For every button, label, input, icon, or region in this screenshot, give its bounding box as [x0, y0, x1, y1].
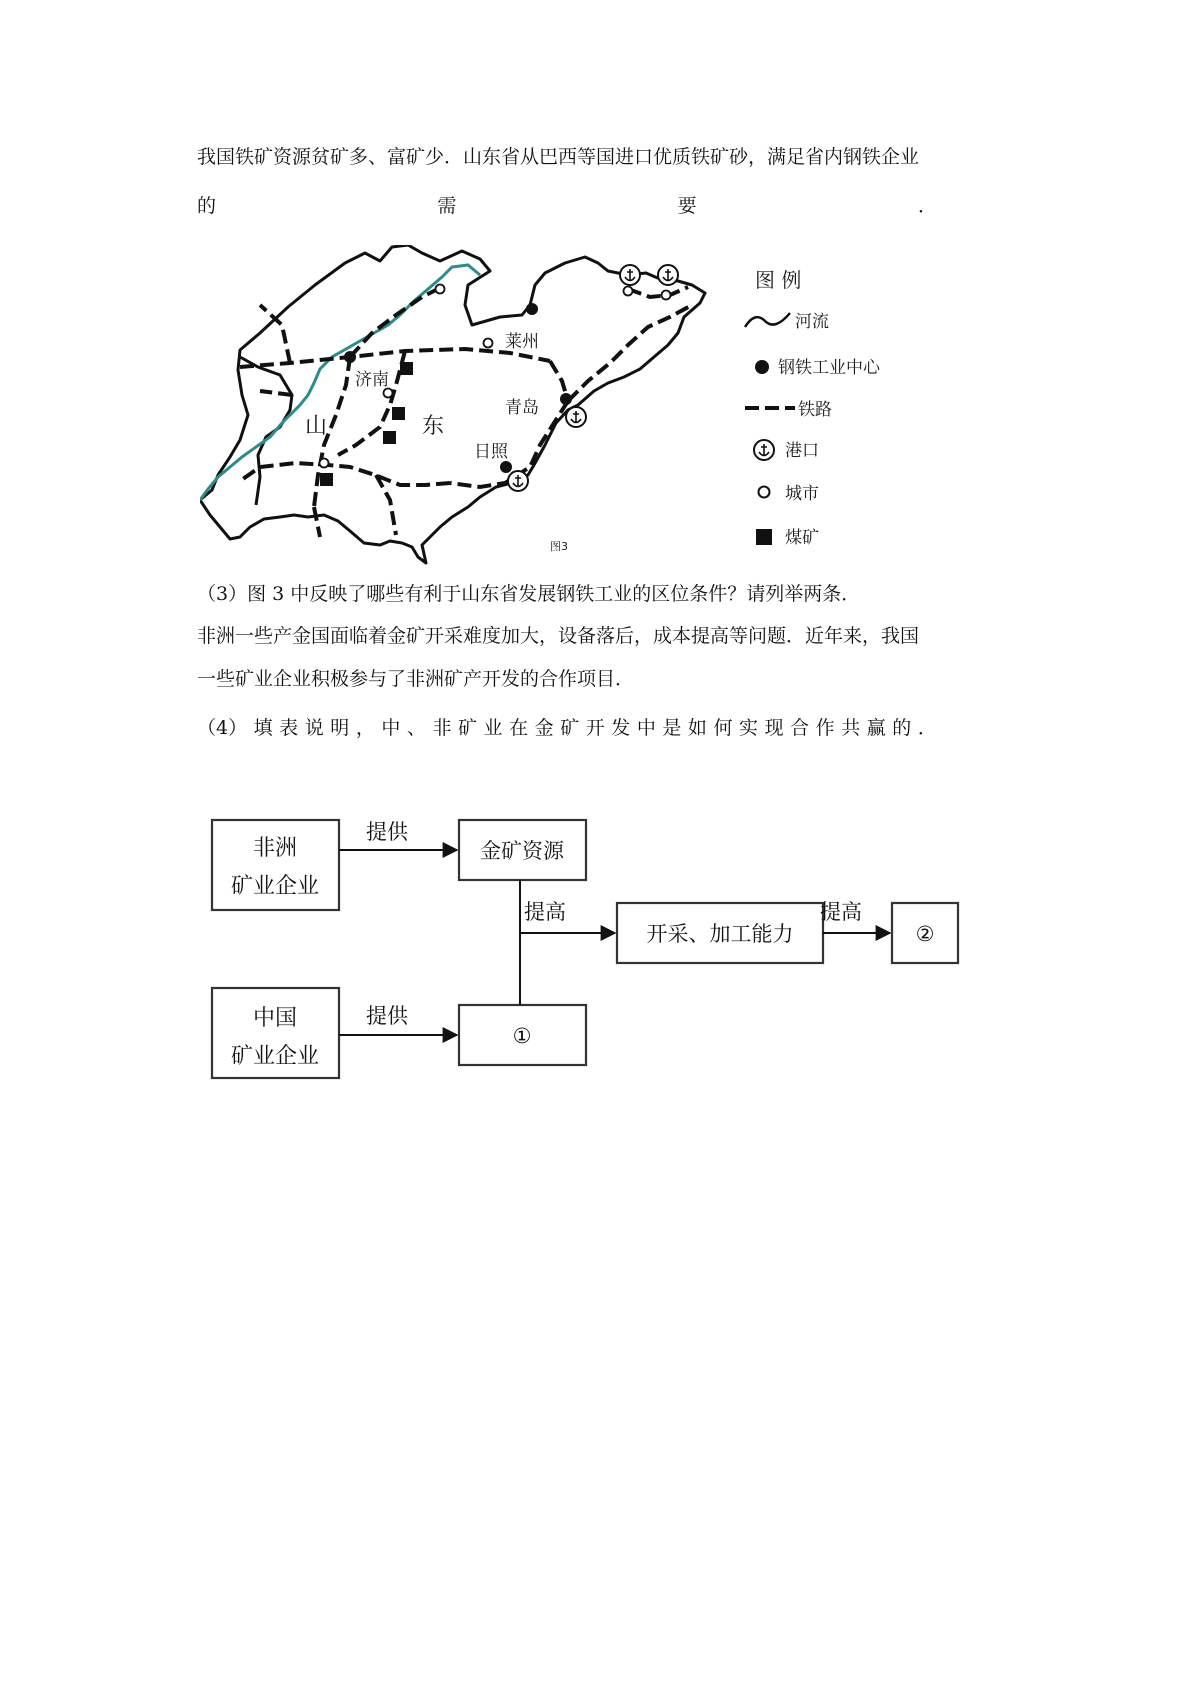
map-caption: 图3	[550, 540, 568, 553]
q4-char: 作	[815, 717, 835, 739]
q4-char: 开	[585, 717, 605, 739]
city-dot	[662, 291, 671, 300]
city-label-qingdao: 青岛	[505, 398, 539, 418]
provide-label-top: 提供	[366, 820, 408, 844]
steel-center-dot	[560, 393, 572, 405]
q4-char: （4）	[197, 717, 248, 739]
city-dot	[484, 339, 493, 348]
q4-char: 矿	[458, 717, 478, 739]
improve-label-1: 提高	[524, 900, 566, 924]
q4-char: 合	[790, 717, 810, 739]
answer-1-label: ①	[512, 1024, 532, 1048]
legend-coal-icon	[756, 529, 772, 545]
q4-char: 在	[509, 717, 529, 739]
intro-line-1: 我国铁矿资源贫矿多、富矿少．山东省从巴西等国进口优质铁矿砂，满足省内钢铁企业	[197, 146, 920, 168]
legend-river-label: 河流	[795, 312, 829, 332]
q4-char: 发	[611, 717, 631, 739]
gold-resource-label: 金矿资源	[480, 839, 564, 863]
port-icon	[620, 265, 640, 285]
china-label-line-1: 中国	[252, 1006, 298, 1031]
coal-mine-square	[320, 473, 333, 486]
city-label-jinan: 济南	[355, 370, 389, 390]
province-inner-border	[240, 357, 292, 505]
port-icon	[566, 407, 586, 427]
coal-mine-square	[383, 431, 396, 444]
q4-char: 何	[713, 717, 733, 739]
africa-line-2: 一些矿业企业积极参与了非洲矿产开发的合作项目．	[197, 668, 635, 690]
steel-center-dot	[526, 303, 538, 315]
q4-char: 矿	[560, 717, 580, 739]
improve-label-2: 提高	[820, 900, 862, 924]
city-label-laizhou: 莱州	[505, 332, 539, 352]
intro-line-2	[197, 191, 937, 218]
legend-port-label: 港口	[785, 441, 819, 461]
q4-char: 如	[687, 717, 707, 739]
intro-char: 要	[677, 195, 697, 217]
q4-char: 、	[406, 717, 426, 739]
intro-char: ．	[917, 195, 937, 217]
q4-char: 共	[841, 717, 861, 739]
port-icon	[658, 265, 678, 285]
q4-char: 赢	[866, 717, 886, 739]
legend-railway-label: 铁路	[798, 400, 832, 420]
africa-label-line-1: 非洲	[252, 836, 298, 861]
map-region-char-shan: 山	[305, 414, 328, 439]
q4-char: 的	[892, 717, 912, 739]
cooperation-flowchart	[200, 805, 960, 1095]
q4-char: 业	[483, 717, 503, 739]
legend-title: 图 例	[755, 268, 802, 292]
map-region-char-dong: 东	[422, 414, 445, 439]
q4-char: 现	[764, 717, 784, 739]
q4-char: 中	[636, 717, 656, 739]
capacity-label: 开采、加工能力	[646, 922, 794, 946]
q4-char: 中	[381, 717, 401, 739]
africa-label-line-2: 矿业企业	[230, 874, 320, 899]
q4-char: 金	[534, 717, 554, 739]
q4-char: 是	[662, 717, 682, 739]
coal-mine-square	[400, 362, 413, 375]
legend-steel-icon	[755, 360, 769, 374]
intro-char: 的	[197, 195, 217, 217]
question-4	[197, 713, 937, 740]
legend-coal-label: 煤矿	[785, 528, 819, 548]
shandong-map	[200, 245, 880, 575]
q4-char: 非	[432, 717, 452, 739]
africa-line-1: 非洲一些产金国面临着金矿开采难度加大，设备落后，成本提高等问题．近年来，我国	[197, 625, 920, 647]
city-label-rizhao: 日照	[474, 442, 508, 462]
city-dot	[624, 287, 633, 296]
legend-steel-label: 钢铁工业中心	[778, 358, 880, 378]
q4-char: 说	[304, 717, 324, 739]
legend-city-label: 城市	[785, 484, 819, 504]
steel-center-dot	[344, 351, 356, 363]
q4-char: 表	[279, 717, 299, 739]
legend-port-icon	[754, 440, 774, 460]
legend-city-icon	[759, 487, 770, 498]
question-3: （3）图 3 中反映了哪些有利于山东省发展钢铁工业的区位条件？请列举两条．	[197, 583, 861, 605]
city-dot	[436, 285, 445, 294]
legend-river-icon	[745, 313, 790, 327]
answer-2-label: ②	[915, 922, 935, 946]
provide-label-bottom: 提供	[366, 1004, 408, 1028]
q4-char: 实	[739, 717, 759, 739]
coal-mine-square	[392, 407, 405, 420]
q4-char: ．	[917, 717, 937, 739]
map-legend	[745, 268, 880, 548]
q4-char: ，	[355, 717, 375, 739]
q4-char: 填	[253, 717, 273, 739]
port-icon	[508, 471, 528, 491]
intro-char: 需	[437, 195, 457, 217]
steel-center-dot	[500, 461, 512, 473]
railway-lines	[240, 287, 692, 537]
city-dot	[320, 459, 329, 468]
china-label-line-2: 矿业企业	[230, 1044, 320, 1069]
q4-char: 明	[330, 717, 350, 739]
